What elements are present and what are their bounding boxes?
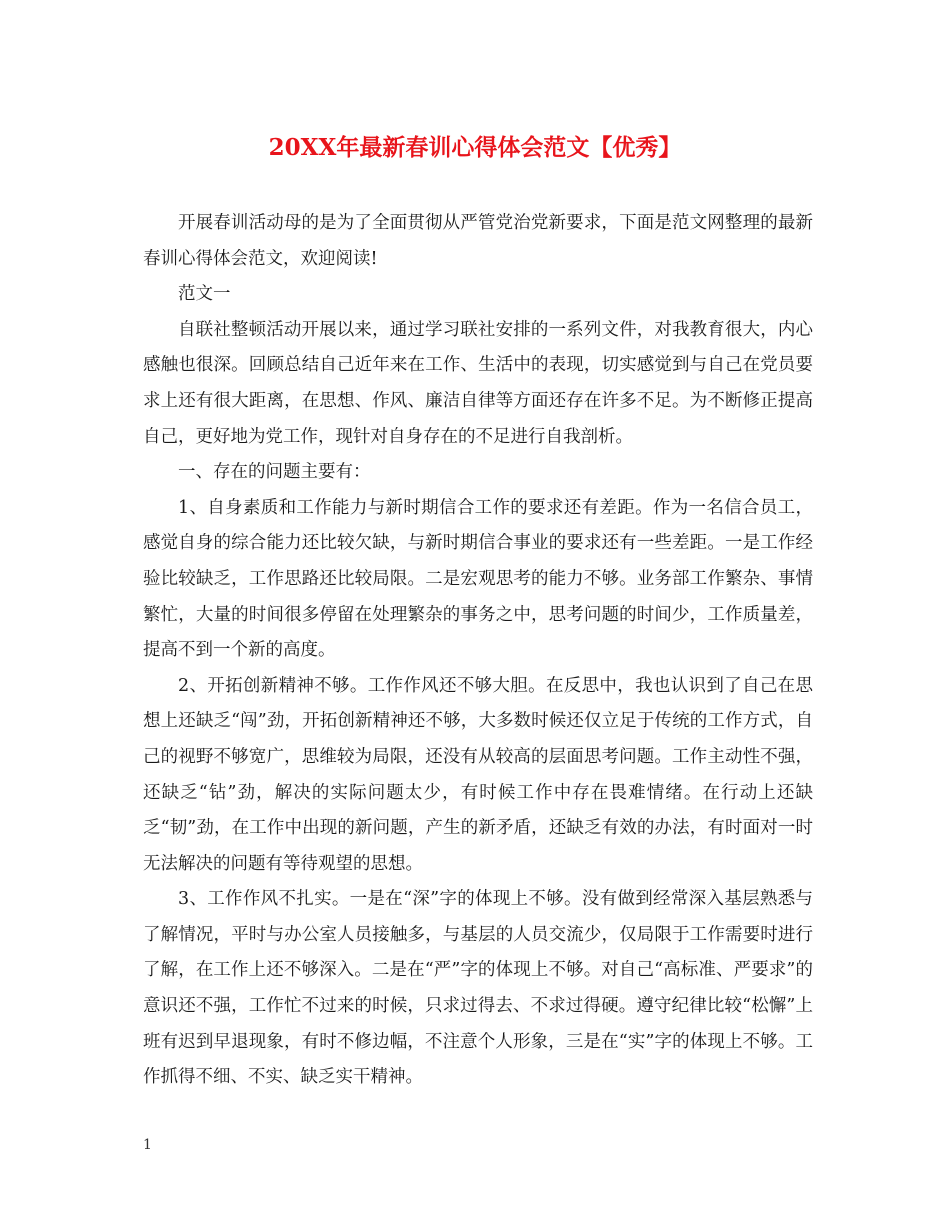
section-heading-problems: 一、存在的问题主要有： — [178, 462, 371, 483]
body-paragraph: 3、工作作风不扎实。一是在“深”字的体现上不够。没有做到经常深入基层熟悉与了解情况，平时与办公室人员接触多，与基层的人员交流少，仅局限于工作需要时进行了解，在工作上还不够深入。二是在“严”字的体现上不够。对自己“高标准、严要求”的意识还不强，工作忙不过来的时候，只求过得去、不求过得硬。遵守纪律比较“松懈”上班有迟到早退现象，有时不修边幅，不注意个人形象，三是在“实”字的体现上不够。工作抓得不细、不实、缺乏实干精神。 — [143, 889, 813, 1088]
intro-paragraph: 开展春训活动母的是为了全面贯彻从严管党治党新要求，下面是范文网整理的最新春训心得体会范文，欢迎阅读! — [143, 213, 813, 269]
body-paragraph: 2、开拓创新精神不够。工作作风还不够大胆。在反思中，我也认识到了自己在思想上还缺乏“闯”劲，开拓创新精神还不够，大多数时候还仅立足于传统的工作方式，自己的视野不够宽广，思维较为局限，还没有从较高的层面思考问题。工作主动性不强，还缺乏“钻”劲，解决的实际问题太少，有时候工作中存在畏难情绪。在行动上还缺乏“韧”劲，在工作中出现的新问题，产生的新矛盾，还缺乏有效的办法，有时面对一时无法解决的问题有等待观望的思想。 — [143, 675, 813, 874]
body-paragraph: 自联社整顿活动开展以来，通过学习联社安排的一系列文件，对我教育很大，内心感触也很深。回顾总结自己近年来在工作、生活中的表现，切实感觉到与自己在党员要求上还有很大距离，在思想、作风、廉洁自律等方面还存在许多不足。为不断修正提高自己，更好地为党工作，现针对自身存在的不足进行自我剖析。 — [143, 319, 813, 447]
page-number: 1 — [143, 1137, 152, 1153]
document-body — [143, 206, 813, 1096]
body-paragraph: 1、自身素质和工作能力与新时期信合工作的要求还有差距。作为一名信合员工，感觉自身的综合能力还比较欠缺，与新时期信合事业的要求还有一些差距。一是工作经验比较缺乏，工作思路还比较局限。二是宏观思考的能力不够。业务部工作繁杂、事情繁忙，大量的时间很多停留在处理繁杂的事务之中，思考问题的时间少，工作质量差，提高不到一个新的高度。 — [143, 497, 813, 661]
section-heading-sample-one: 范文一 — [178, 284, 231, 305]
document-title: 20XX年最新春训心得体会范文【优秀】 — [268, 134, 682, 161]
